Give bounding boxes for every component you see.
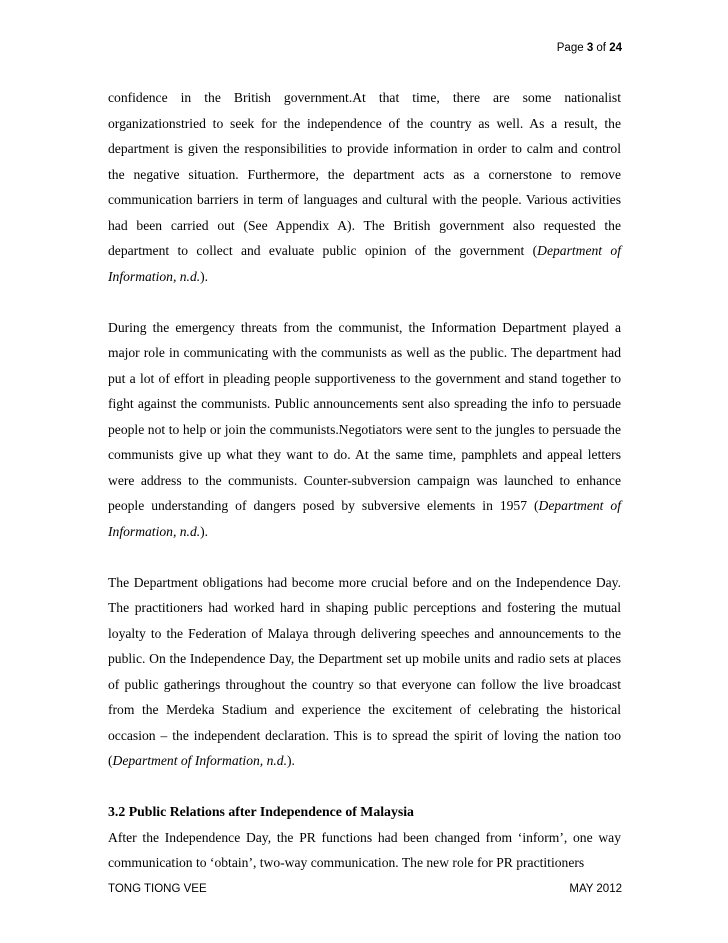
paragraph-3: [108, 570, 621, 774]
paragraph-text: confidence in the British government.At that time, there are some nationalist organizationstried to seek for the independence of the country as well. As a result, the department is given the responsibilities to provide information in order to calm and control the negative situation. Furthermore, the department acts as a cornerstone to remove communication barriers in term of languages and cultural with the people. Various activities had been carried out (See Appendix A). The British government also requested the department to collect and evaluate public opinion of the government (: [108, 90, 621, 258]
citation: Department of Information, n.d.: [108, 498, 621, 539]
footer-author: TONG TIONG VEE: [108, 883, 207, 895]
section-heading: 3.2 Public Relations after Independence of Malaysia: [108, 804, 414, 819]
citation-close: ).: [200, 523, 209, 539]
paragraph-text: The Department obligations had become more crucial before and on the Independence Day. The practitioners had worked hard in shaping public perceptions and fostering the mutual loyalty to the Federation of Malaya through delivering speeches and announcements to the public. On the Independence Day, the Department set up mobile units and radio sets at places of public gatherings throughout the country so that everyone can follow the live broadcast from the Merdeka Stadium and experience the excitement of celebrating the historical occasion – the independent declaration. This is to spread the spirit of loving the nation too (: [108, 574, 621, 768]
citation-close: ).: [286, 753, 295, 768]
paragraph-1: [108, 85, 621, 289]
section-paragraph: After the Independence Day, the PR functions had been changed from ‘inform’, one way communication to ‘obtain’, two-way communication. The new role for PR practitioners: [108, 829, 621, 870]
footer-date: MAY 2012: [569, 883, 622, 895]
citation: Department of Information, n.d.: [112, 753, 287, 768]
page-of: of: [593, 42, 610, 54]
document-body: [108, 85, 621, 876]
paragraph-text: During the emergency threats from the communist, the Information Department played a major role in communicating with the communists as well as the public. The department had put a lot of effort in pleading people supportiveness to the government and stand together to fight against the communists. Public announcements sent also spreading the info to persuade people not to help or join the communists.Negotiators were sent to the jungles to persuade the communists give up what they want to do. At the same time, pamphlets and appeal letters were address to the communists. Counter-subversion campaign was launched to enhance people understanding of dangers posed by subversive elements in 1957 (: [108, 319, 621, 513]
citation-close: ).: [200, 268, 209, 284]
page-prefix: Page: [556, 42, 587, 54]
citation: Department of Information, n.d.: [108, 243, 621, 284]
page-current: 3: [586, 42, 594, 54]
paragraph-2: [108, 315, 621, 545]
page-total: 24: [609, 42, 622, 54]
page-number: [557, 42, 622, 54]
